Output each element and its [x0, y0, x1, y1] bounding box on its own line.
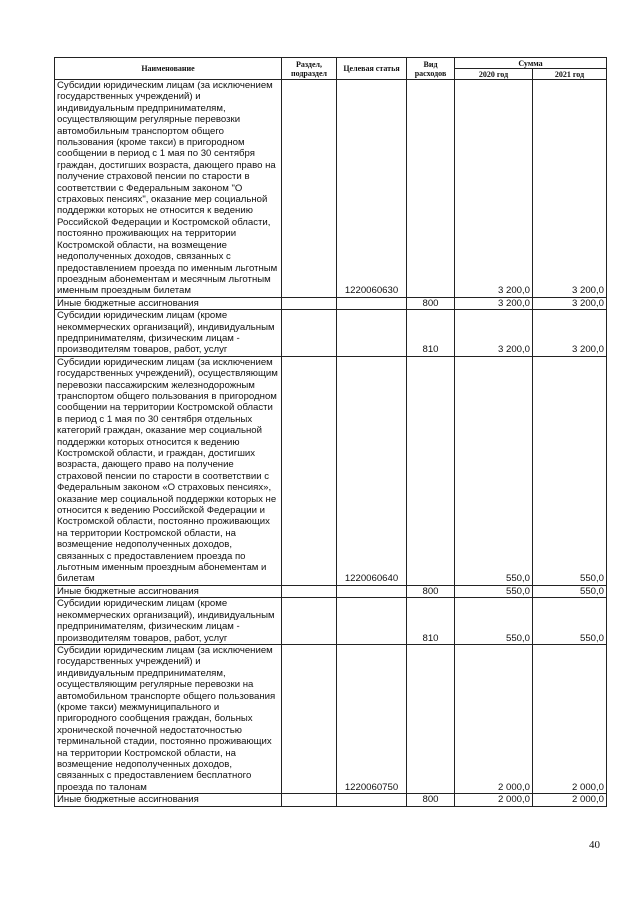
row-section [282, 585, 337, 597]
row-target: 1220060630 [337, 80, 407, 298]
row-name: Субсидии юридическим лицам (за исключением государственных учреждений), осуществляющим перевозки пассажирским железнодорожным транспортом общего пользования в пригородном сообщении на территории Костромской области в период с 1 мая по 30 сентября отдельных категорий граждан, оказание мер социальной поддержки которых относится к ведению Костромской области, и граждан, достигших возраста, дающего право на получение страховой пенсии по старости в соответствии с Федеральным законом «О страховых пенсиях», оказание мер социальной поддержки которых не относится к ведению Российской Федерации и Костромской области, постоянно проживающих на территории Костромской области, на возмещение недополученных доходов, связанных с предоставлением проезда по льготным именным проездным абонементам и билетам [55, 356, 282, 585]
row-name: Иные бюджетные ассигнования [55, 585, 282, 597]
budget-table [54, 57, 607, 807]
row-section [282, 310, 337, 357]
row-type: 810 [407, 310, 455, 357]
row-sum-2020: 550,0 [455, 598, 533, 645]
header-sum: Сумма [455, 58, 607, 69]
row-section [282, 297, 337, 309]
row-section [282, 356, 337, 585]
row-target [337, 585, 407, 597]
row-type: 800 [407, 794, 455, 806]
page-number: 40 [589, 839, 600, 851]
table-row [55, 794, 607, 806]
row-name: Иные бюджетные ассигнования [55, 794, 282, 806]
row-type [407, 356, 455, 585]
row-sum-2021: 550,0 [533, 585, 607, 597]
row-sum-2020: 550,0 [455, 585, 533, 597]
header-type: Вид расходов [407, 58, 455, 80]
row-sum-2020: 3 200,0 [455, 80, 533, 298]
row-sum-2020: 3 200,0 [455, 297, 533, 309]
row-target [337, 310, 407, 357]
row-target [337, 598, 407, 645]
row-type [407, 644, 455, 793]
row-type [407, 80, 455, 298]
header-year-2020: 2020 год [455, 69, 533, 80]
table-row [55, 310, 607, 357]
table-row [55, 585, 607, 597]
row-target [337, 794, 407, 806]
header-name: Наименование [55, 58, 282, 80]
row-section [282, 644, 337, 793]
row-sum-2020: 550,0 [455, 356, 533, 585]
table-row [55, 356, 607, 585]
row-sum-2020: 2 000,0 [455, 644, 533, 793]
row-name: Субсидии юридическим лицам (кроме некоммерческих организаций), индивидуальным предпринимателям, физическим лицам - производителям товаров, работ, услуг [55, 310, 282, 357]
row-target: 1220060640 [337, 356, 407, 585]
header-target: Целевая статья [337, 58, 407, 80]
row-section [282, 794, 337, 806]
row-sum-2021: 2 000,0 [533, 794, 607, 806]
row-sum-2021: 2 000,0 [533, 644, 607, 793]
row-sum-2020: 2 000,0 [455, 794, 533, 806]
table-row [55, 297, 607, 309]
row-sum-2021: 550,0 [533, 598, 607, 645]
row-name: Иные бюджетные ассигнования [55, 297, 282, 309]
row-sum-2021: 3 200,0 [533, 297, 607, 309]
row-sum-2021: 3 200,0 [533, 310, 607, 357]
table-row [55, 644, 607, 793]
row-sum-2021: 3 200,0 [533, 80, 607, 298]
table-row [55, 80, 607, 298]
row-sum-2020: 3 200,0 [455, 310, 533, 357]
header-year-2021: 2021 год [533, 69, 607, 80]
row-name: Субсидии юридическим лицам (кроме некоммерческих организаций), индивидуальным предпринимателям, физическим лицам - производителям товаров, работ, услуг [55, 598, 282, 645]
row-sum-2021: 550,0 [533, 356, 607, 585]
table-row [55, 598, 607, 645]
row-name: Субсидии юридическим лицам (за исключением государственных учреждений) и индивидуальным предпринимателям, осуществляющим регулярные перевозки автомобильным транспортом общего пользования (кроме такси) в пригородном сообщении в период с 1 мая по 30 сентября граждан, достигших возраста, дающего право на получение страховой пенсии по старости в соответствии с Федеральным законом "О страховых пенсиях", оказание мер социальной поддержки которых не относится к ведению Российской Федерации и Костромской области, постоянно проживающих на территории Костромской области, на возмещение недополученных доходов, связанных с предоставлением проезда по именным льготным проездным абонементам и месячным льготным именным проездным билетам [55, 80, 282, 298]
row-section [282, 598, 337, 645]
row-target: 1220060750 [337, 644, 407, 793]
header-section: Раздел, подраздел [282, 58, 337, 80]
row-section [282, 80, 337, 298]
row-type: 800 [407, 297, 455, 309]
row-type: 800 [407, 585, 455, 597]
row-target [337, 297, 407, 309]
row-type: 810 [407, 598, 455, 645]
row-name: Субсидии юридическим лицам (за исключением государственных учреждений) и индивидуальным предпринимателям, осуществляющим регулярные перевозки на автомобильном транспорте общего пользования (кроме такси) межмуниципального и пригородного сообщения граждан, больных хронической почечной недостаточностью терминальной стадии, постоянно проживающих на территории Костромской области, на возмещение недополученных доходов, связанных с предоставлением бесплатного проезда по талонам [55, 644, 282, 793]
